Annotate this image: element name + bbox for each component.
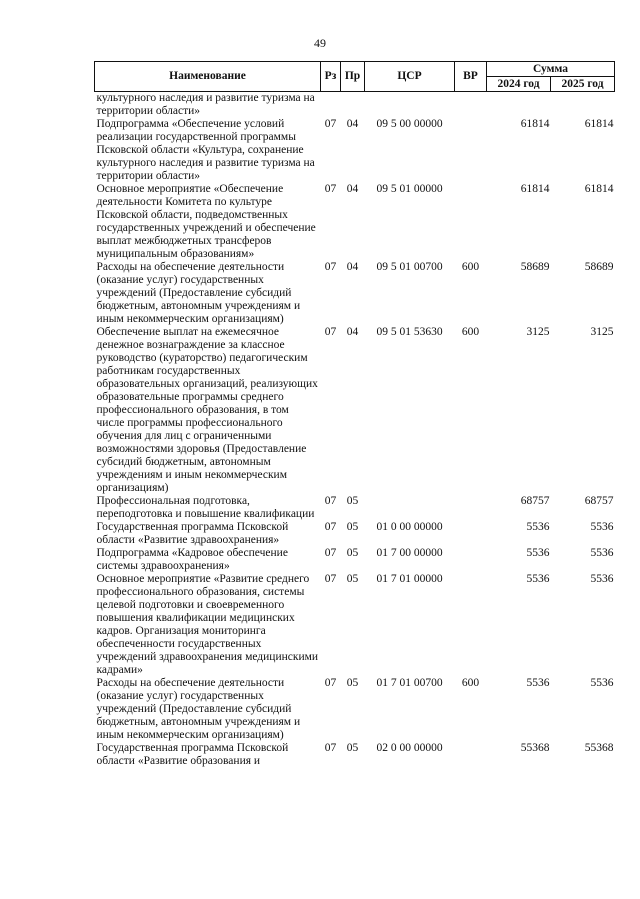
row-sum-2025 (551, 92, 615, 119)
row-name: Расходы на обеспечение деятельности (оказание услуг) государственных учреждений (Предоставление субсидий бюджетным, автономным учреждениям и иным некоммерческим организациям) (96, 261, 301, 325)
row-sum-2025: 68757 (584, 495, 614, 507)
row-sum-2025: 5536 (590, 573, 614, 585)
row-rz: 07 (324, 118, 337, 130)
table-row (95, 677, 615, 742)
row-sum-2024: 55368 (520, 742, 550, 754)
row-rz: 07 (324, 547, 337, 559)
row-pr: 04 (346, 326, 359, 338)
row-name: культурного наследия и развитие туризма на территории области» (96, 92, 315, 117)
page-number: 49 (314, 36, 326, 50)
row-csr: 01 0 00 00000 (376, 521, 443, 533)
table-header (95, 62, 615, 92)
row-sum-2025: 55368 (584, 742, 614, 754)
row-pr: 04 (346, 261, 359, 273)
row-csr: 01 7 01 00700 (376, 677, 443, 689)
row-pr: 05 (346, 547, 359, 559)
table-row (95, 118, 615, 183)
row-name: Подпрограмма «Кадровое обеспечение системы здравоохранения» (96, 547, 288, 572)
row-sum-2024: 5536 (526, 547, 550, 559)
row-pr (341, 92, 365, 119)
row-name: Основное мероприятие «Развитие среднего профессионального образования, системы целевой подготовки и своевременного повышения квалификации медицинских кадров. Организация мониторинга обеспеченности государственных учреждений здравоохранения медицинскими кадрами» (96, 573, 319, 676)
row-vr: 600 (461, 261, 480, 273)
table-row (95, 92, 615, 119)
header-pr: Пр (341, 62, 365, 92)
row-pr: 05 (346, 677, 359, 689)
row-sum-2025: 5536 (590, 547, 614, 559)
row-pr: 05 (346, 742, 359, 754)
table-body (95, 92, 615, 769)
row-csr (365, 92, 455, 119)
row-name: Обеспечение выплат на ежемесячное денежное вознаграждение за классное руководство (кураторство) педагогическим работникам государственных образовательных организаций, реализующих образовательные программы среднего профессионального образования, в том числе программы профессионального обучения для лиц с ограниченными возможностями здоровья (Предоставление субсидий бюджетным, автономным учреждениям и иным некоммерческим организациям) (96, 326, 318, 494)
row-sum-2025: 5536 (590, 677, 614, 689)
row-pr: 05 (346, 495, 359, 507)
row-rz: 07 (324, 677, 337, 689)
row-rz: 07 (324, 573, 337, 585)
row-sum-2025: 58689 (584, 261, 614, 273)
row-csr (365, 495, 455, 521)
row-name: Подпрограмма «Обеспечение условий реализации государственной программы Псковской области «Культура, сохранение культурного наследия и развитие туризма на территории области» (96, 118, 315, 182)
header-year-2025: 2025 год (551, 77, 615, 92)
row-pr: 04 (346, 183, 359, 195)
row-sum-2025: 3125 (590, 326, 614, 338)
row-pr: 05 (346, 573, 359, 585)
header-csr: ЦСР (365, 62, 455, 92)
table-row (95, 742, 615, 768)
table-row (95, 261, 615, 326)
row-vr (455, 495, 487, 521)
row-csr: 01 7 00 00000 (376, 547, 443, 559)
table-row (95, 326, 615, 495)
row-pr: 05 (346, 521, 359, 533)
row-sum-2024: 5536 (526, 677, 550, 689)
row-vr (455, 183, 487, 261)
row-pr: 04 (346, 118, 359, 130)
budget-table-grid (94, 61, 615, 768)
row-name: Государственная программа Псковской области «Развитие образования и (96, 742, 289, 767)
row-vr: 600 (461, 677, 480, 689)
table-row (95, 547, 615, 573)
row-rz: 07 (324, 326, 337, 338)
row-sum-2024: 5536 (526, 521, 550, 533)
row-vr (455, 573, 487, 677)
row-csr: 01 7 01 00000 (376, 573, 443, 585)
row-vr (455, 118, 487, 183)
row-sum-2024: 61814 (520, 118, 550, 130)
row-rz: 07 (324, 495, 337, 507)
header-sum: Сумма (487, 62, 615, 77)
row-rz: 07 (324, 521, 337, 533)
row-csr: 09 5 01 53630 (376, 326, 443, 338)
header-rz: Рз (321, 62, 341, 92)
header-vr: ВР (455, 62, 487, 92)
row-sum-2025: 61814 (584, 183, 614, 195)
budget-table (94, 61, 614, 768)
table-row (95, 573, 615, 677)
header-name: Наименование (95, 62, 321, 92)
row-vr (455, 742, 487, 768)
row-rz: 07 (324, 261, 337, 273)
header-year-2024: 2024 год (487, 77, 551, 92)
row-name: Профессиональная подготовка, переподготовка и повышение квалификации (96, 495, 315, 520)
row-csr: 02 0 00 00000 (376, 742, 443, 754)
row-sum-2024 (487, 92, 551, 119)
table-row (95, 183, 615, 261)
row-sum-2024: 61814 (520, 183, 550, 195)
row-rz: 07 (324, 183, 337, 195)
row-rz: 07 (324, 742, 337, 754)
row-rz (321, 92, 341, 119)
row-name: Государственная программа Псковской области «Развитие здравоохранения» (96, 521, 289, 546)
table-row (95, 521, 615, 547)
row-vr (455, 521, 487, 547)
row-csr: 09 5 01 00000 (376, 183, 443, 195)
row-sum-2025: 5536 (590, 521, 614, 533)
row-vr: 600 (461, 326, 480, 338)
row-sum-2024: 58689 (520, 261, 550, 273)
row-sum-2024: 5536 (526, 573, 550, 585)
row-csr: 09 5 00 00000 (376, 118, 443, 130)
row-vr (455, 547, 487, 573)
row-name: Расходы на обеспечение деятельности (оказание услуг) государственных учреждений (Предоставление субсидий бюджетным, автономным учреждениям и иным некоммерческим организациям) (96, 677, 301, 741)
table-row (95, 495, 615, 521)
row-vr (455, 92, 487, 119)
row-sum-2024: 3125 (526, 326, 550, 338)
row-sum-2024: 68757 (520, 495, 550, 507)
row-sum-2025: 61814 (584, 118, 614, 130)
row-name: Основное мероприятие «Обеспечение деятельности Комитета по культуре Псковской области, подведомственных государственных учреждений и обеспечение выплат межбюджетных трансферов муниципальным образованиям» (96, 183, 316, 260)
row-csr: 09 5 01 00700 (376, 261, 443, 273)
